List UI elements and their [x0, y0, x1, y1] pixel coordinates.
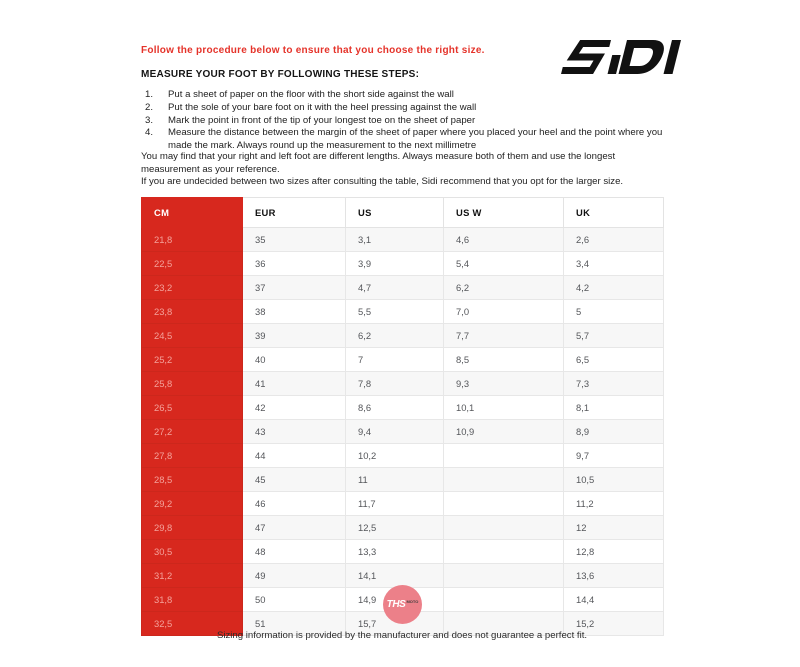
table-cell: 48: [243, 540, 346, 564]
table-cell: 23,8: [142, 300, 243, 324]
table-cell: 9,7: [564, 444, 664, 468]
table-cell: 10,2: [346, 444, 444, 468]
table-cell: 4,6: [444, 228, 564, 252]
table-row: [142, 228, 664, 252]
table-row: [142, 540, 664, 564]
table-cell: 8,6: [346, 396, 444, 420]
table-cell: 51: [243, 612, 346, 636]
size-table: [141, 197, 664, 636]
table-cell: 5: [564, 300, 664, 324]
table-cell: 6,2: [346, 324, 444, 348]
table-cell: 3,4: [564, 252, 664, 276]
table-row: [142, 564, 664, 588]
table-cell: 28,5: [142, 468, 243, 492]
step-number: 4.: [145, 127, 154, 139]
table-cell: 12,5: [346, 516, 444, 540]
table-cell: 14,1: [346, 564, 444, 588]
table-cell: 15,7: [346, 612, 444, 636]
table-cell: [444, 444, 564, 468]
table-cell: 38: [243, 300, 346, 324]
table-cell: 23,2: [142, 276, 243, 300]
table-cell: 7,3: [564, 372, 664, 396]
note-paragraph: If you are undecided between two sizes after consulting the table, Sidi recommend that you opt for the larger size.: [141, 176, 624, 188]
table-cell: 15,2: [564, 612, 664, 636]
table-cell: 3,9: [346, 252, 444, 276]
table-cell: 22,5: [142, 252, 243, 276]
table-cell: 39: [243, 324, 346, 348]
column-header-cm: CM: [142, 198, 243, 228]
table-row: [142, 444, 664, 468]
table-row: [142, 276, 664, 300]
table-cell: 3,1: [346, 228, 444, 252]
table-cell: 36: [243, 252, 346, 276]
steps-list: [141, 89, 665, 153]
step-item: [141, 127, 665, 153]
table-cell: 27,2: [142, 420, 243, 444]
step-text: Measure the distance between the margin of the sheet of paper where you placed your heel and the point where you made the mark. Always round up the measurement to the next millimetre: [168, 127, 663, 152]
watermark-text-secondary: MOTO: [406, 598, 419, 604]
table-cell: 4,7: [346, 276, 444, 300]
table-cell: 8,5: [444, 348, 564, 372]
step-number: 1.: [145, 89, 154, 100]
watermark-text-primary: THS: [386, 599, 406, 610]
table-cell: [444, 540, 564, 564]
table-cell: 29,8: [142, 516, 243, 540]
table-cell: [444, 564, 564, 588]
table-cell: 50: [243, 588, 346, 612]
table-cell: 8,1: [564, 396, 664, 420]
table-cell: 35: [243, 228, 346, 252]
table-cell: 24,5: [142, 324, 243, 348]
table-cell: 9,4: [346, 420, 444, 444]
table-cell: 2,6: [564, 228, 664, 252]
table-cell: 14,4: [564, 588, 664, 612]
table-cell: 6,5: [564, 348, 664, 372]
step-text: Put a sheet of paper on the floor with the short side against the wall: [168, 89, 454, 100]
notes: [141, 151, 665, 189]
table-row: [142, 324, 664, 348]
table-cell: 29,2: [142, 492, 243, 516]
table-cell: [444, 468, 564, 492]
table-cell: [444, 492, 564, 516]
table-cell: 5,5: [346, 300, 444, 324]
table-row: [142, 372, 664, 396]
table-cell: 13,3: [346, 540, 444, 564]
table-cell: 8,9: [564, 420, 664, 444]
column-header-eur: EUR: [243, 198, 346, 228]
table-cell: 26,5: [142, 396, 243, 420]
table-cell: [444, 516, 564, 540]
table-row: [142, 252, 664, 276]
table-cell: 6,2: [444, 276, 564, 300]
table-cell: 10,1: [444, 396, 564, 420]
size-table-header-row: [142, 198, 664, 228]
table-cell: 21,8: [142, 228, 243, 252]
table-cell: 41: [243, 372, 346, 396]
table-cell: 11: [346, 468, 444, 492]
table-cell: 32,5: [142, 612, 243, 636]
table-cell: 12: [564, 516, 664, 540]
table-cell: 14,9: [346, 588, 444, 612]
ths-moto-watermark: [383, 585, 422, 624]
sidi-logo-graphic: [556, 36, 684, 78]
table-cell: 45: [243, 468, 346, 492]
table-cell: 49: [243, 564, 346, 588]
sidi-logo: [556, 36, 684, 78]
table-cell: 9,3: [444, 372, 564, 396]
table-cell: 7,8: [346, 372, 444, 396]
step-text: Put the sole of your bare foot on it with the heel pressing against the wall: [168, 101, 477, 113]
table-cell: 40: [243, 348, 346, 372]
step-item: [141, 102, 665, 115]
table-cell: 7,0: [444, 300, 564, 324]
footer-disclaimer: Sizing information is provided by the manufacturer and does not guarantee a perfect fit.: [216, 630, 588, 641]
steps-heading: MEASURE YOUR FOOT BY FOLLOWING THESE STEPS:: [141, 69, 420, 80]
table-cell: 10,5: [564, 468, 664, 492]
intro-heading: Follow the procedure below to ensure that you choose the right size.: [141, 45, 485, 56]
note-paragraph: You may find that your right and left foot are different lengths. Always measure both of them and use the longest measurement as your reference.: [141, 151, 616, 175]
table-row: [142, 396, 664, 420]
table-cell: 12,8: [564, 540, 664, 564]
table-cell: 11,7: [346, 492, 444, 516]
table-cell: 7: [346, 348, 444, 372]
table-cell: [444, 588, 564, 612]
table-cell: 25,8: [142, 372, 243, 396]
step-number: 3.: [145, 114, 154, 126]
column-header-us-w: US W: [444, 198, 564, 228]
step-item: [141, 115, 665, 128]
table-cell: 11,2: [564, 492, 664, 516]
table-row: [142, 468, 664, 492]
table-row: [142, 492, 664, 516]
column-header-uk: UK: [564, 198, 664, 228]
table-row: [142, 300, 664, 324]
table-cell: 31,8: [142, 588, 243, 612]
table-row: [142, 348, 664, 372]
table-cell: 4,2: [564, 276, 664, 300]
table-cell: 37: [243, 276, 346, 300]
table-cell: 5,4: [444, 252, 564, 276]
step-number: 2.: [145, 101, 154, 113]
table-row: [142, 420, 664, 444]
table-cell: 25,2: [142, 348, 243, 372]
table-row: [142, 516, 664, 540]
table-cell: 31,2: [142, 564, 243, 588]
column-header-us: US: [346, 198, 444, 228]
table-cell: 27,8: [142, 444, 243, 468]
table-cell: 44: [243, 444, 346, 468]
table-cell: 42: [243, 396, 346, 420]
table-cell: 46: [243, 492, 346, 516]
size-table-body: [142, 228, 664, 636]
step-text: Mark the point in front of the tip of your longest toe on the sheet of paper: [168, 114, 476, 126]
table-cell: 30,5: [142, 540, 243, 564]
table-cell: 43: [243, 420, 346, 444]
table-cell: 5,7: [564, 324, 664, 348]
table-cell: 10,9: [444, 420, 564, 444]
table-cell: 47: [243, 516, 346, 540]
step-item: [141, 89, 665, 102]
table-cell: 7,7: [444, 324, 564, 348]
table-cell: 13,6: [564, 564, 664, 588]
